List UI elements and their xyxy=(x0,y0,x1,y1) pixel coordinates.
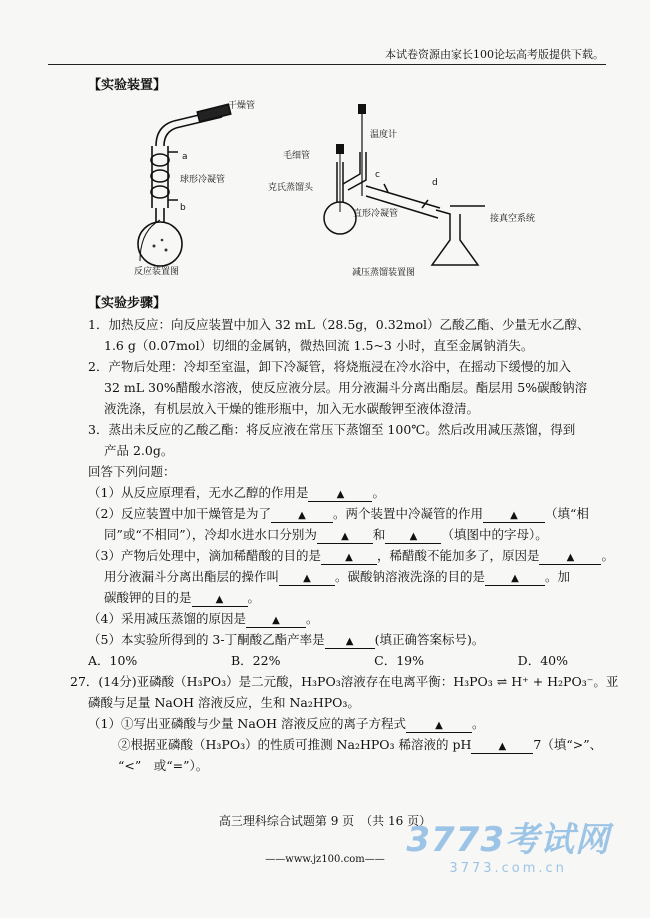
vacuum-label: 接真空系统 xyxy=(490,214,536,224)
straight-condenser-label: 直形冷凝管 xyxy=(353,209,399,219)
option-a: A．10% xyxy=(88,653,138,668)
questions-intro: 回答下列问题： xyxy=(88,464,176,479)
question-2-line-1 xyxy=(88,504,589,523)
thermometer-label: 温度计 xyxy=(370,130,398,140)
reaction-apparatus-diagram xyxy=(120,96,270,281)
triangle-marker: ▲ xyxy=(272,615,280,626)
label-d: d xyxy=(432,178,438,188)
question-3-line-1 xyxy=(88,546,614,565)
question-27-part-1-text: （1）①写出亚磷酸与少量 NaOH 溶液反应的离子方程式 xyxy=(88,716,406,731)
question-27-part-2-text: ②根据亚磷酸（H₃PO₃）的性质可推测 Na₂HPO₃ 稀溶液的 pH xyxy=(118,737,472,752)
vacuum-distillation-diagram xyxy=(310,100,485,275)
question-1-text: （1）从反应原理看，无水乙醇的作用是 xyxy=(88,485,309,500)
question-2-text-e: 和 xyxy=(372,527,386,542)
question-4-text: （4）采用减压蒸馏的原因是 xyxy=(88,611,246,626)
triangle-marker: ▲ xyxy=(511,573,519,584)
logo-title: 3773考试网 xyxy=(406,820,610,860)
question-4 xyxy=(88,609,318,628)
question-2-text-b: 。两个装置中冷凝管的作用 xyxy=(332,506,483,521)
question-27-part-2 xyxy=(118,735,602,754)
step-1-line-1: 1．加热反应：向反应装置中加入 32 mL（28.5g，0.32mol）乙酸乙酯、少量无水乙醇、 xyxy=(88,317,590,332)
answer-blank xyxy=(279,570,335,586)
question-2-text-d: 同”或“不相同”），冷却水进水口分别为 xyxy=(104,527,317,542)
question-1 xyxy=(88,483,385,502)
question-2-line-2 xyxy=(104,525,548,544)
distillation-diagram-caption: 减压蒸馏装置图 xyxy=(352,268,416,278)
question-3-text-h: 。 xyxy=(247,590,261,605)
triangle-marker: ▲ xyxy=(566,552,575,563)
question-2-text-f: （填图中的字母）。 xyxy=(441,527,548,542)
triangle-marker: ▲ xyxy=(345,636,354,647)
question-27-line-1: 27．(14分)亚磷酸（H₃PO₃）是二元酸，H₃PO₃溶液存在电离平衡：H₃PO₃ ⇌ H⁺ + H₂PO₃⁻。亚 xyxy=(70,674,619,689)
answer-blank xyxy=(406,717,472,733)
claisen-label: 克氏蒸馏头 xyxy=(268,183,314,193)
apparatus-section-title: 【实验装置】 xyxy=(88,78,167,93)
steps-section-title: 【实验步骤】 xyxy=(88,296,167,311)
question-27-part-2-cont: “<” 或“=”）。 xyxy=(118,758,209,773)
question-3-text-f: 。加 xyxy=(545,569,571,584)
capillary-label: 毛细管 xyxy=(283,151,311,161)
question-3-text-b: ，稀醋酸不能加多了，原因是 xyxy=(376,548,540,563)
triangle-marker: ▲ xyxy=(303,573,311,584)
answer-blank xyxy=(485,570,545,586)
question-3-text-d: 用分液漏斗分离出酯层的操作叫 xyxy=(104,569,280,584)
logo-domain: 3773.com.cn xyxy=(449,861,567,876)
step-3-line-1: 3．蒸出未反应的乙酸乙酯：将反应液在常压下蒸馏至 100℃。然后改用减压蒸馏，得到 xyxy=(88,422,576,437)
answer-blank xyxy=(246,612,306,628)
answer-blank xyxy=(192,591,248,607)
question-5 xyxy=(88,630,484,649)
question-5-end: (填正确答案标号)。 xyxy=(374,632,485,647)
question-2-text-a: （2）反应装置中加干燥管是为了 xyxy=(88,506,271,521)
triangle-marker: ▲ xyxy=(498,741,507,752)
round-bottom-flask xyxy=(138,222,182,266)
question-27-line-2: 磷酸与足量 NaOH 溶液反应，生和 Na₂HPO₃。 xyxy=(88,695,360,710)
site-footer: ——www.jz100.com—— xyxy=(265,854,385,865)
step-3-line-2: 产品 2.0g。 xyxy=(104,443,174,458)
question-3-text-a: （3）产物后处理中，滴加稀醋酸的目的是 xyxy=(88,548,321,563)
header-rule xyxy=(48,64,606,65)
question-2-text-c: （填“相 xyxy=(544,506,589,521)
bulb-condenser-label: 球形冷凝管 xyxy=(180,175,226,185)
triangle-marker: ▲ xyxy=(345,552,353,563)
page-footer: 高三理科综合试题第 9 页 （共 16 页） xyxy=(218,814,432,828)
step-2-line-1: 2．产物后处理：冷却至室温，卸下冷凝管，将烧瓶浸在冷水浴中，在摇动下缓慢的加入 xyxy=(88,359,571,374)
triangle-marker: ▲ xyxy=(215,594,224,605)
answer-blank xyxy=(321,549,377,565)
question-3-text-c: 。 xyxy=(601,548,614,563)
label-b: b xyxy=(180,203,186,213)
question-3-line-3 xyxy=(104,588,260,607)
question-3-text-g: 碳酸钾的目的是 xyxy=(104,590,192,605)
label-a: a xyxy=(182,152,188,162)
question-5-text: （5）本实验所得到的 3-丁酮酸乙酯产率是 xyxy=(88,632,325,647)
answer-blank xyxy=(325,633,375,649)
watermark-logo xyxy=(406,812,610,876)
triangle-marker: ▲ xyxy=(336,489,345,500)
triangle-marker: ▲ xyxy=(510,510,518,521)
label-c: c xyxy=(375,170,380,180)
answer-blank xyxy=(483,507,545,523)
drying-tube-label: 干燥管 xyxy=(228,101,256,111)
answer-blank xyxy=(385,528,441,544)
question-3-text-e: 。碳酸钠溶液洗涤的目的是 xyxy=(335,569,486,584)
triangle-marker: ▲ xyxy=(409,531,418,542)
triangle-marker: ▲ xyxy=(435,720,443,731)
answer-blank xyxy=(308,486,372,502)
step-2-line-2: 32 mL 30%醋酸水溶液，使反应液分层。用分液漏斗分离出酯层。酯层用 5%碳酸钠溶 xyxy=(104,380,588,395)
answer-blank xyxy=(271,507,333,523)
receiving-flask xyxy=(432,210,478,265)
option-c: C．19% xyxy=(374,653,424,668)
answer-blank xyxy=(471,738,533,754)
question-27-part-2-end: 7（填“>”、 xyxy=(533,737,603,752)
answer-blank xyxy=(539,549,601,565)
answer-options xyxy=(88,651,568,669)
question-1-end: 。 xyxy=(372,485,385,500)
option-b: B．22% xyxy=(230,653,281,668)
triangle-marker: ▲ xyxy=(341,531,349,542)
question-3-line-2 xyxy=(104,567,570,586)
step-2-line-3: 液洗涤，有机层放入干燥的锥形瓶中，加入无水碳酸钾至液体澄清。 xyxy=(104,401,480,416)
answer-blank xyxy=(317,528,373,544)
question-27-part-1-end: 。 xyxy=(471,716,485,731)
option-d: D．40% xyxy=(517,653,568,668)
triangle-marker: ▲ xyxy=(298,510,306,521)
step-1-line-2: 1.6 g（0.07mol）切细的金属钠，微热回流 1.5~3 小时，直至金属钠消失。 xyxy=(104,338,534,353)
question-4-end: 。 xyxy=(305,611,319,626)
source-note: 本试卷资源由家长100论坛高考版提供下载。 xyxy=(385,48,604,61)
question-27-part-1 xyxy=(88,714,484,733)
reaction-diagram-caption: 反应装置图 xyxy=(134,267,180,277)
